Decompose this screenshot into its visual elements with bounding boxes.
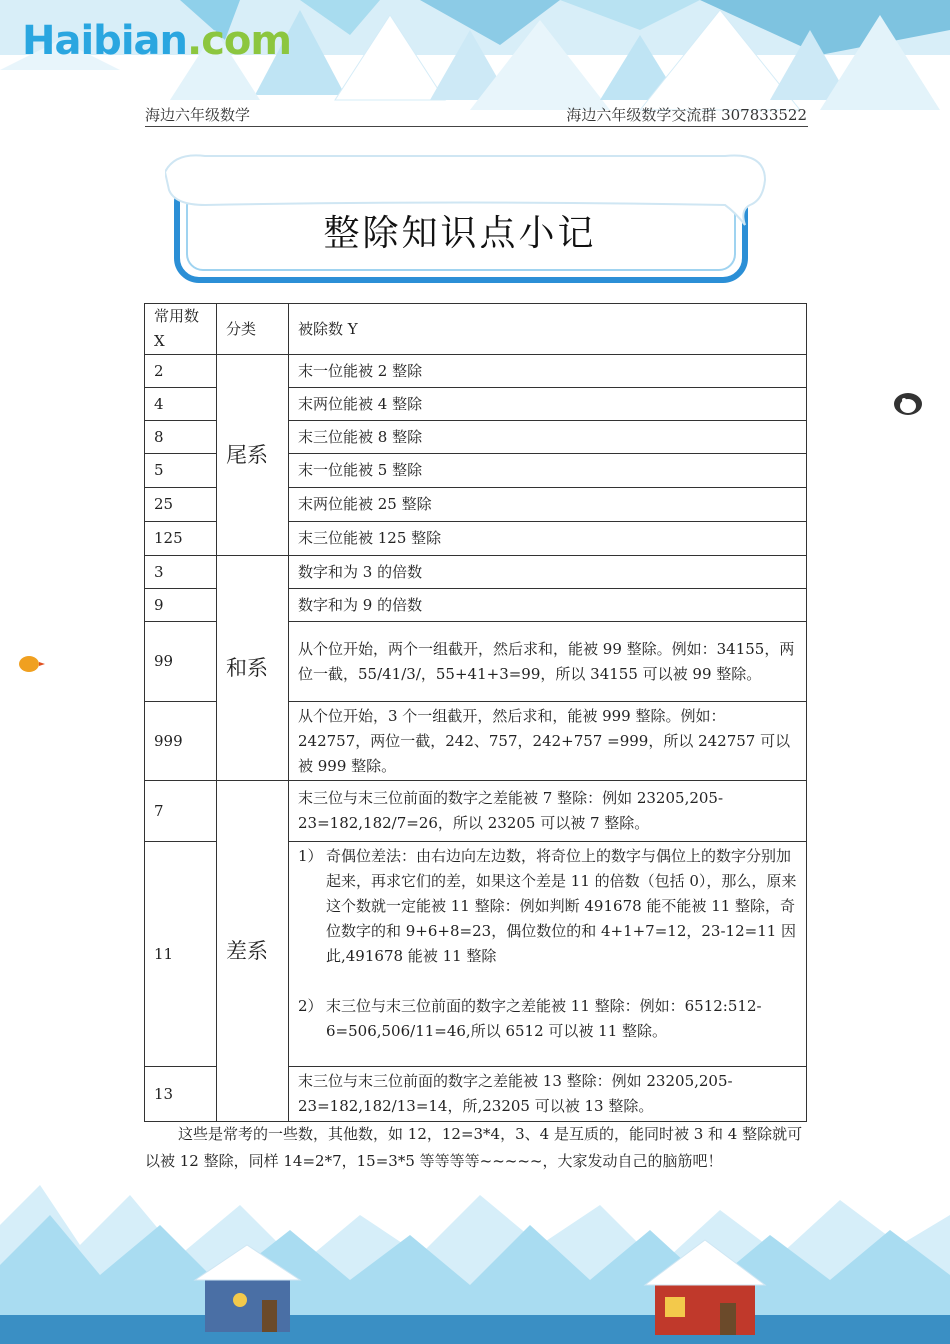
x-cell: 3 bbox=[145, 556, 217, 589]
list-text: 末三位与末三位前面的数字之差能被 11 整除：例如：6512:512-6=506,506/11=46,所以 6512 可以被 11 整除。 bbox=[326, 997, 762, 1040]
y-cell: 数字和为 3 的倍数 bbox=[289, 556, 807, 589]
x-cell: 13 bbox=[145, 1067, 217, 1122]
x-cell: 999 bbox=[145, 702, 217, 781]
page-title: 整除知识点小记 bbox=[323, 213, 597, 254]
x-cell: 9 bbox=[145, 589, 217, 622]
y-cell: 从个位开始，两个一组截开，然后求和，能被 99 整除。例如：34155，两位一截，55/41/3/，55+41+3=99，所以 34155 可以被 99 整除。 bbox=[289, 622, 807, 702]
header-cell: 常用数 X bbox=[145, 304, 217, 355]
y-cell: 末三位能被 8 整除 bbox=[289, 421, 807, 454]
x-cell: 125 bbox=[145, 522, 217, 556]
x-cell: 4 bbox=[145, 388, 217, 421]
x-cell: 2 bbox=[145, 355, 217, 388]
y-cell: 末三位与末三位前面的数字之差能被 7 整除：例如 23205,205-23=182,182/7=26，所以 23205 可以被 7 整除。 bbox=[289, 781, 807, 842]
header-right-text: 海边六年级数学交流群 307833522 bbox=[566, 106, 807, 124]
penguin-icon bbox=[890, 388, 926, 422]
y-cell: 末两位能被 4 整除 bbox=[289, 388, 807, 421]
y-cell: 数字和为 9 的倍数 bbox=[289, 589, 807, 622]
x-cell: 7 bbox=[145, 781, 217, 842]
list-number: 2） bbox=[298, 997, 323, 1015]
table-row bbox=[145, 781, 807, 842]
category-cell: 差系 bbox=[217, 781, 289, 1122]
header-cell: 被除数 Y bbox=[289, 304, 807, 355]
footer-paragraph: 这些是常考的一些数，其他数，如 12，12=3*4，3、4 是互质的，能同时被 3 和 4 整除就可以被 12 整除，同样 14=2*7，15=3*5 等等等等~~~~~，大家发动自己的脑筋吧！ bbox=[145, 1125, 803, 1170]
table-row bbox=[145, 556, 807, 589]
x-cell: 5 bbox=[145, 454, 217, 488]
list-number: 1） bbox=[298, 847, 323, 865]
header-divider bbox=[145, 126, 808, 127]
divisibility-table bbox=[144, 303, 807, 1122]
table-header-row bbox=[145, 304, 807, 355]
y-cell: 末两位能被 25 整除 bbox=[289, 488, 807, 522]
y-cell bbox=[289, 842, 807, 1067]
category-cell: 尾系 bbox=[217, 355, 289, 556]
bird-icon bbox=[15, 652, 45, 680]
x-cell: 11 bbox=[145, 842, 217, 1067]
x-cell: 99 bbox=[145, 622, 217, 702]
x-cell: 8 bbox=[145, 421, 217, 454]
table-row bbox=[145, 355, 807, 388]
y-cell: 从个位开始，3 个一组截开，然后求和，能被 999 整除。例如：242757，两位一截，242、757，242+757 =999，所以 242757 可以被 999 整除。 bbox=[289, 702, 807, 781]
y-cell: 末一位能被 5 整除 bbox=[289, 454, 807, 488]
bottom-winter-scene bbox=[0, 1185, 950, 1344]
list-text: 奇偶位差法：由右边向左边数，将奇位上的数字与偶位上的数字分别加起来，再求它们的差，如果这个差是 11 的倍数（包括 0），那么，原来这个数就一定能被 11 整除：例如判断 491678 能不能被 11 整除，奇位数字的和 9+6+8=23，偶位数位的和 4+1+7=12，23-12=11 因此,491678 能被 11 整除 bbox=[326, 847, 797, 965]
category-cell: 和系 bbox=[217, 556, 289, 781]
list-item bbox=[298, 994, 797, 1044]
header-cell: 分类 bbox=[217, 304, 289, 355]
header-left-text: 海边六年级数学 bbox=[145, 106, 251, 124]
y-cell: 末三位与末三位前面的数字之差能被 13 整除：例如 23205,205-23=182,182/13=14，所,23205 可以被 13 整除。 bbox=[289, 1067, 807, 1122]
x-cell: 25 bbox=[145, 488, 217, 522]
rule-list bbox=[298, 844, 797, 1044]
list-item bbox=[298, 844, 797, 969]
y-cell: 末一位能被 2 整除 bbox=[289, 355, 807, 388]
y-cell: 末三位能被 125 整除 bbox=[289, 522, 807, 556]
haibian-logo[interactable]: Haibian.com bbox=[22, 18, 292, 64]
